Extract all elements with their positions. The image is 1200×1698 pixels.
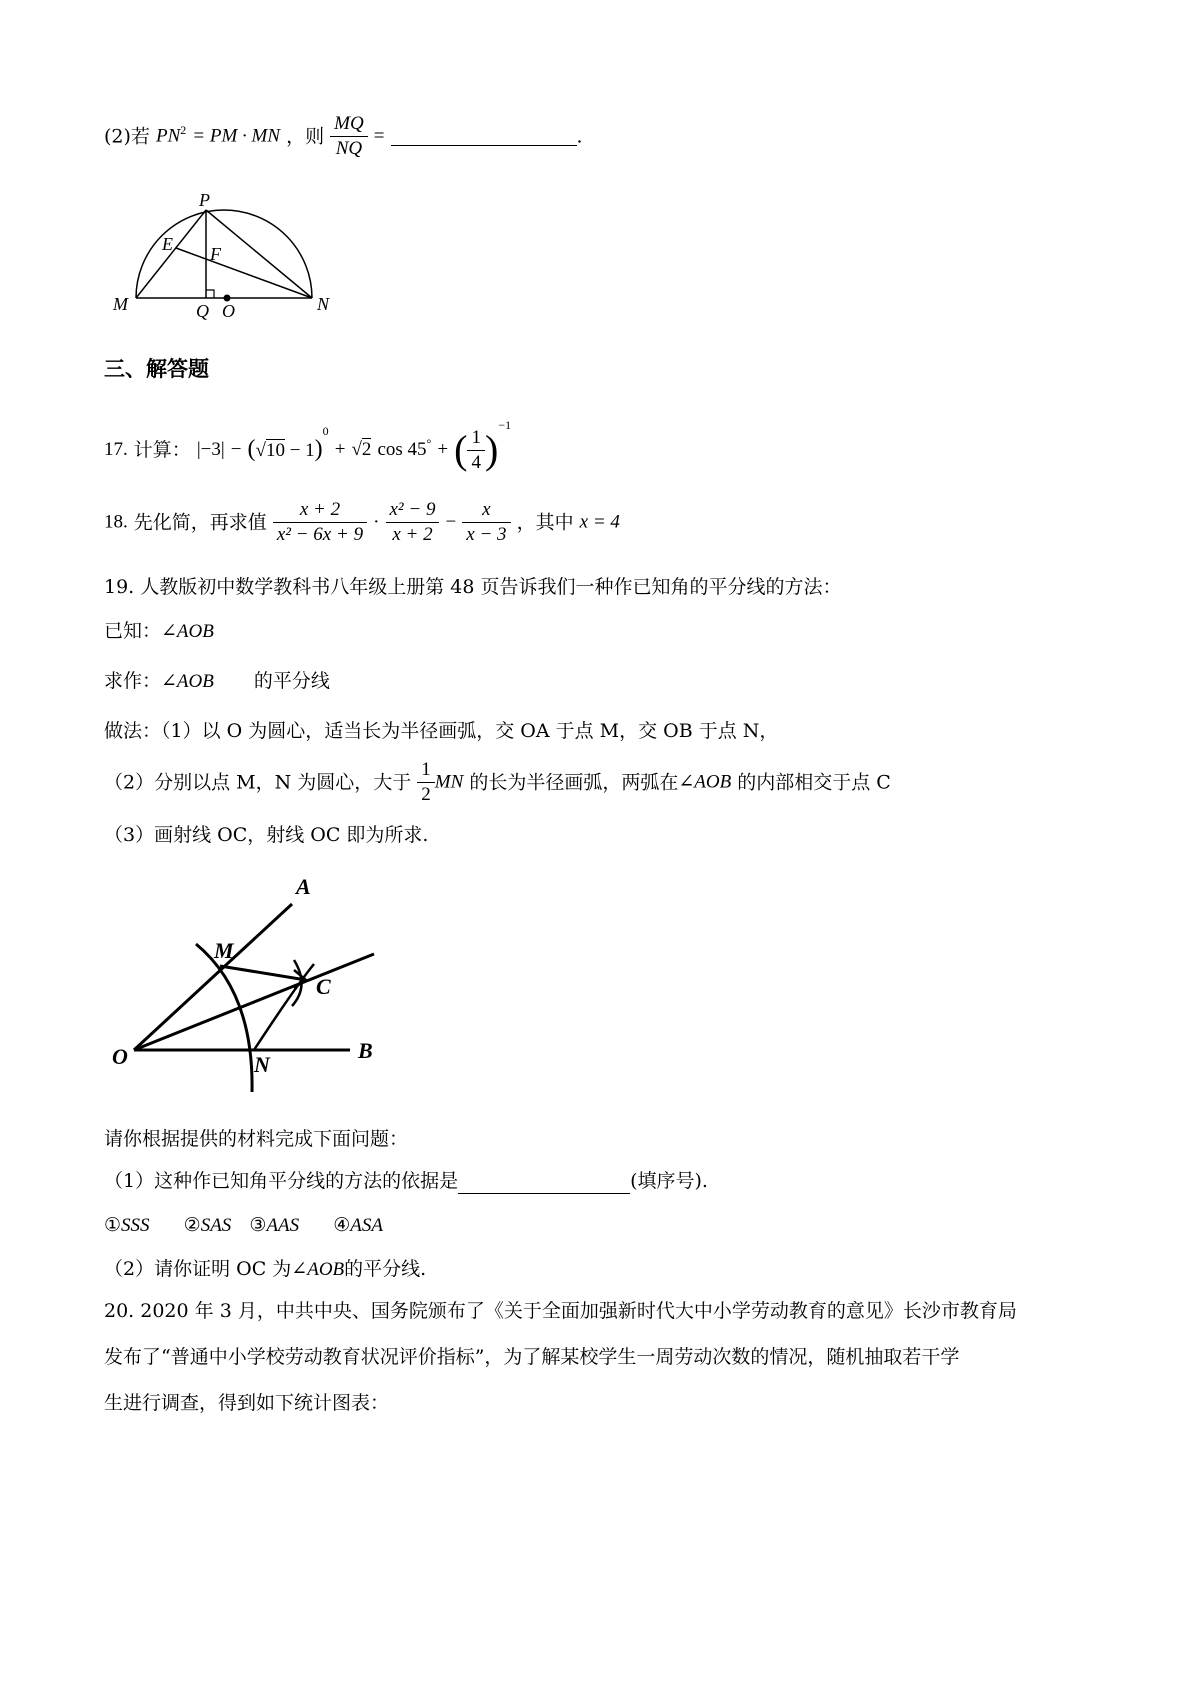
q19-half-den: 2 bbox=[417, 782, 435, 807]
q17-abs: |−3| bbox=[196, 439, 225, 460]
q19-options bbox=[104, 1212, 383, 1239]
q18-lead: 先化简，再求值 bbox=[133, 511, 267, 534]
label-m: M bbox=[214, 938, 234, 963]
q19-part2-angle: ∠AOB bbox=[291, 1259, 345, 1280]
q20-line1: 20. 2020 年 3 月，中共中央、国务院颁布了《关于全面加强新时代大中小学劳动教育的意见》长沙市教育局 bbox=[104, 1300, 1017, 1322]
q17-exp-neg1: −1 bbox=[498, 418, 512, 432]
option-4-text: ASA bbox=[350, 1215, 384, 1236]
q17-frac-num: 1 bbox=[471, 426, 481, 448]
section-heading: 三、解答题 bbox=[104, 356, 209, 381]
q17-sqrt2-group: √2 bbox=[351, 439, 372, 460]
q19-find-value: ∠AOB bbox=[161, 671, 214, 692]
q18-f2-num: x² − 9 bbox=[389, 499, 436, 520]
label-c: C bbox=[316, 974, 331, 999]
q19-known-value: ∠AOB bbox=[161, 621, 214, 642]
q18-condition: x = 4 bbox=[579, 511, 620, 533]
q19-step2-b: 的长为半径画弧，两弧在 bbox=[469, 771, 679, 794]
q18-f1-den: x² − 6x + 9 bbox=[273, 522, 367, 547]
option-1-mark: ① bbox=[104, 1214, 122, 1236]
q18-f3-num: x bbox=[482, 499, 491, 520]
q17-paren-group: (√10 − 1) bbox=[247, 436, 323, 462]
option-1-text: SSS bbox=[121, 1215, 150, 1236]
q19-half-fraction bbox=[417, 758, 435, 807]
q16-prefix: (2)若 bbox=[104, 125, 150, 148]
option-3-text: AAS bbox=[266, 1215, 300, 1236]
q17-sqrt2: 2 bbox=[361, 439, 372, 460]
q16-condition-pn: PN bbox=[155, 125, 181, 147]
q16-equals: = bbox=[373, 125, 385, 147]
q16-condition-sup: 2 bbox=[180, 123, 187, 138]
q16-answer-blank bbox=[391, 127, 577, 146]
q16-ratio-den: NQ bbox=[330, 136, 368, 161]
segment-mc bbox=[220, 966, 306, 980]
option-4-mark: ④ bbox=[333, 1214, 351, 1236]
option-3-mark: ③ bbox=[249, 1214, 267, 1236]
q16-part2-line bbox=[104, 112, 583, 162]
q18-minus: − bbox=[445, 511, 457, 533]
q17-paren-right: ) bbox=[484, 427, 499, 472]
q18-number: 18. bbox=[104, 511, 128, 533]
q19-intro: 19. 人教版初中数学教科书八年级上册第 48 页告诉我们一种作已知角的平分线的方法： bbox=[104, 576, 842, 598]
q19-known-label: 已知： bbox=[104, 620, 162, 642]
q16-condition-rhs: = PM · MN bbox=[192, 125, 281, 147]
q17-sqrt10: 10 bbox=[265, 440, 285, 461]
q19-part1-b: (填序号). bbox=[630, 1170, 708, 1192]
label-b: B bbox=[358, 1038, 373, 1063]
option-2-mark: ② bbox=[183, 1214, 201, 1236]
q18-line bbox=[104, 498, 620, 550]
q19-answer-blank bbox=[458, 1175, 630, 1194]
q16-ratio-fraction bbox=[330, 112, 368, 161]
q16-ratio-num: MQ bbox=[334, 113, 364, 134]
q17-quarter-fraction bbox=[467, 426, 485, 475]
q19-part1-a: （1）这种作已知角平分线的方法的依据是 bbox=[104, 1170, 459, 1192]
chord-mp bbox=[136, 210, 206, 298]
q17-lead: 计算： bbox=[133, 439, 191, 461]
q19-part2-b: 的平分线. bbox=[344, 1258, 427, 1280]
q18-fraction3 bbox=[462, 498, 510, 547]
label-m: M bbox=[113, 294, 128, 314]
q16-end: . bbox=[576, 125, 583, 148]
q20-line3: 生进行调查，得到如下统计图表： bbox=[104, 1392, 390, 1414]
semicircle-arc bbox=[136, 210, 312, 298]
q19-find-label: 求作： bbox=[104, 670, 162, 692]
label-o: O bbox=[112, 1044, 128, 1069]
q18-tail: ，其中 bbox=[516, 511, 574, 534]
q19-step1: 做法：（1）以 O 为圆心，适当长为半径画弧，交 OA 于点 M，交 OB 于点 N， bbox=[104, 720, 779, 742]
q19-step3: （3）画射线 OC，射线 OC 即为所求. bbox=[104, 824, 429, 846]
q19-ask: 请你根据提供的材料完成下面问题： bbox=[104, 1128, 409, 1150]
q18-f3-den: x − 3 bbox=[462, 522, 510, 547]
q19-find bbox=[104, 668, 330, 695]
segment-en bbox=[176, 248, 312, 298]
q19-half-num: 1 bbox=[421, 759, 431, 780]
ray-oc bbox=[134, 954, 374, 1050]
q17-minus-one: − 1 bbox=[284, 440, 315, 461]
chord-pn bbox=[206, 210, 312, 298]
right-angle-mark bbox=[206, 290, 214, 298]
q19-step2-angle: ∠AOB bbox=[678, 771, 732, 793]
semicircle-diagram bbox=[104, 186, 354, 326]
label-p: P bbox=[199, 190, 210, 210]
q18-dot: · bbox=[373, 511, 380, 533]
q17-plus2: + bbox=[437, 439, 449, 460]
q18-f2-den: x + 2 bbox=[386, 522, 440, 547]
q19-find-tail: 的平分线 bbox=[253, 670, 330, 692]
q17-exp0: 0 bbox=[322, 424, 329, 438]
label-f: F bbox=[210, 244, 221, 264]
q17-number: 17. bbox=[104, 439, 128, 460]
label-o: O bbox=[222, 301, 235, 321]
angle-bisector-diagram bbox=[104, 872, 404, 1102]
label-n: N bbox=[254, 1052, 270, 1077]
q19-step2-c: 的内部相交于点 C bbox=[737, 771, 891, 794]
q19-known bbox=[104, 618, 214, 645]
q16-then: ，则 bbox=[286, 125, 325, 148]
q19-step2 bbox=[104, 758, 891, 810]
label-n: N bbox=[317, 294, 330, 314]
q19-step2-a: （2）分别以点 M，N 为圆心，大于 bbox=[104, 771, 412, 794]
q18-fraction1 bbox=[273, 498, 367, 547]
q20-line2: 发布了“普通中小学校劳动教育状况评价指标”，为了解某校学生一周劳动次数的情况，随机抽取若干学 bbox=[104, 1346, 960, 1368]
q19-part2 bbox=[104, 1256, 426, 1283]
label-q: Q bbox=[196, 301, 209, 321]
q17-deg: ° bbox=[426, 436, 432, 451]
label-e: E bbox=[162, 234, 173, 254]
q19-part2-a: （2）请你证明 OC 为 bbox=[104, 1258, 292, 1280]
q18-f1-num: x + 2 bbox=[299, 499, 341, 520]
q17-plus1: + bbox=[334, 439, 346, 460]
q17-line bbox=[104, 412, 512, 473]
q17-frac-den: 4 bbox=[467, 450, 485, 475]
q17-paren-left: ( bbox=[454, 427, 468, 472]
q17-cos: cos 45 bbox=[377, 439, 427, 460]
q18-fraction2 bbox=[386, 498, 440, 547]
q19-mn: MN bbox=[434, 771, 464, 793]
q17-minus: − bbox=[230, 439, 242, 460]
label-a: A bbox=[296, 874, 311, 899]
q19-part1 bbox=[104, 1168, 708, 1194]
option-2-text: SAS bbox=[200, 1215, 232, 1236]
